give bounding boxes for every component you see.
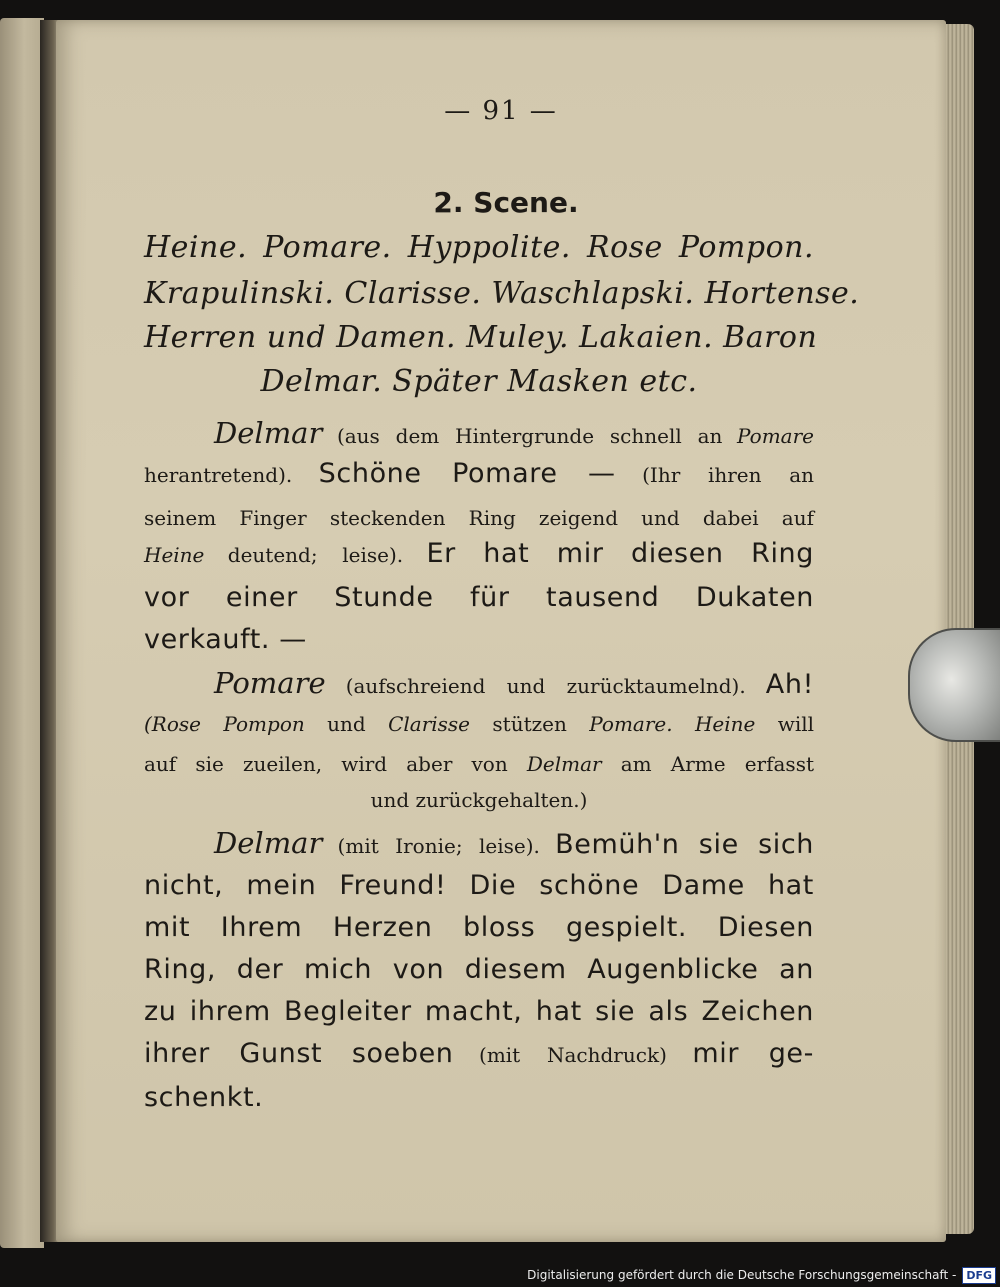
text-line-1: [214, 416, 814, 450]
speech-text: mir ge-: [692, 1038, 814, 1069]
cast-line-1: Heine. Pomare. Hyppolite. Rose Pompon.: [144, 230, 814, 265]
stage-direction: deutend; leise).: [227, 543, 404, 567]
speech-text: ihrer Gunst soeben: [144, 1038, 454, 1069]
text-line-7: [214, 666, 814, 700]
credit-text: Digitalisierung gefördert durch die Deutsche Forschungsgemeinschaft -: [527, 1268, 957, 1282]
text-line-11: [214, 826, 814, 860]
text-line-9: [144, 752, 814, 776]
stage-name: (Rose Pompon: [144, 712, 305, 736]
stage-direction: (mit Ironie; leise).: [337, 834, 540, 858]
digitization-credit: [527, 1265, 996, 1285]
text-line-5: vor einer Stunde für tausend Dukaten: [144, 582, 814, 613]
speaker-name: Delmar: [214, 416, 323, 450]
page-clip: [908, 628, 1000, 742]
scene-title: 2. Scene.: [433, 186, 579, 219]
text-line-10: und zurückgehalten.): [370, 788, 588, 812]
stage-direction: und: [327, 712, 366, 736]
stage-direction: (aufschreiend und zurücktaumelnd).: [345, 674, 746, 698]
cast-line-4: Delmar. Später Masken etc.: [260, 364, 698, 399]
stage-direction: stützen: [492, 712, 567, 736]
stage-direction: auf sie zueilen, wird aber von: [144, 752, 508, 776]
text-line-3: seinem Finger steckenden Ring zeigend und dabei auf: [144, 506, 814, 530]
stage-name: Delmar: [526, 752, 602, 776]
text-line-15: zu ihrem Begleiter macht, hat sie als Zeichen: [144, 996, 814, 1027]
stage-direction: (mit Nachdruck): [479, 1043, 667, 1067]
book-page: [56, 20, 946, 1242]
stage-direction: am Arme erfasst: [620, 752, 814, 776]
page-text: [56, 20, 946, 1242]
text-line-17: schenkt.: [144, 1082, 264, 1113]
stage-name: Pomare.: [589, 712, 673, 736]
text-line-6: verkauft. —: [144, 624, 307, 655]
cast-line-3: Herren und Damen. Muley. Lakaien. Baron: [144, 320, 818, 355]
text-line-13: mit Ihrem Herzen bloss gespielt. Diesen: [144, 912, 814, 943]
speech-text: Er hat mir diesen Ring: [426, 538, 814, 569]
text-line-2: [144, 458, 814, 489]
stage-direction: will: [777, 712, 815, 736]
cast-line-2: Krapulinski. Clarisse. Waschlapski. Hortense.: [144, 276, 860, 311]
stage-name: Heine: [694, 712, 756, 736]
speech-text: Bemüh'n sie sich: [555, 829, 814, 860]
previous-page-edge: [0, 18, 44, 1248]
speech-text: Ah!: [765, 669, 814, 700]
stage-direction: (Ihr ihren an: [642, 463, 815, 487]
stage-name: Pomare: [737, 424, 814, 448]
stage-direction: herantretend).: [144, 463, 293, 487]
page-number: — 91 —: [444, 96, 558, 126]
speech-text: Schöne Pomare —: [318, 458, 616, 489]
text-line-16: [144, 1038, 814, 1069]
text-line-12: nicht, mein Freund! Die schöne Dame hat: [144, 870, 814, 901]
speaker-name: Delmar: [214, 826, 323, 860]
stage-direction: (aus dem Hintergrunde schnell an: [336, 424, 723, 448]
text-line-14: Ring, der mich von diesem Augenblicke an: [144, 954, 814, 985]
text-line-8: [144, 712, 814, 736]
stage-name: Heine: [144, 543, 205, 567]
stage-name: Clarisse: [388, 712, 471, 736]
text-line-4: [144, 538, 814, 569]
dfg-logo-icon: DFG: [962, 1267, 996, 1284]
speaker-name: Pomare: [214, 666, 326, 700]
